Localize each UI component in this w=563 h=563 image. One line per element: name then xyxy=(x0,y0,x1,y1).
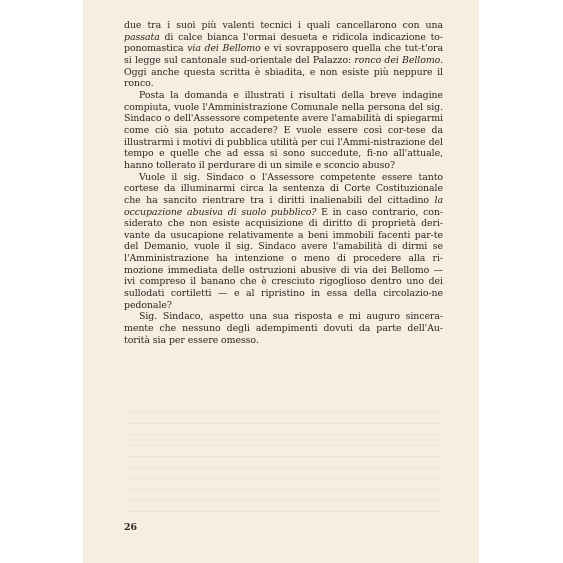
text-run: Posta la domanda e illustrati i risultati della breve indagine compiuta, vuole l'Amministrazione Comunale nella persona del sig. Sindaco o dell'Assessore competente avere l'amabilità di spiegarmi come ciò sia potuto accadere? E vuole essere così cor-tese da illustrarmi i motivi di pubblica utilità per cui l'Ammi-nistrazione del tempo e quelle che ad essa si sono succedute, fi-no all'attuale, hanno tollerato il perdurare di un simile e sconcio abuso? xyxy=(124,89,443,171)
paragraph xyxy=(124,172,443,312)
page-number: 26 xyxy=(124,522,138,533)
italic-text: la occupazione abusiva di suolo pubblico? xyxy=(124,194,443,218)
show-through-text xyxy=(124,412,443,512)
book-page xyxy=(83,0,479,563)
italic-text: passata xyxy=(124,31,160,43)
italic-text: ronco dei Bellomo. xyxy=(354,54,443,66)
paragraph xyxy=(124,20,443,90)
text-run: due tra i suoi più valenti tecnici i quali cancellarono con una xyxy=(124,20,443,31)
text-run: Vuole il sig. Sindaco o l'Assessore competente essere tanto cortese da illuminarmi circa la sentenza di Corte Costituzionale che ha sancito rientrare tra i diritti inalienabili del cittadino xyxy=(124,171,443,206)
text-run: Oggi anche questa scritta è sbiadita, e non esiste più neppure il ronco. xyxy=(124,66,443,90)
text-run: E in caso contrario, con-siderato che non esiste acquisizione di diritto di proprietà deri-vante da usucapione relativamente a beni immobili facenti par-te del Demanio, vuole il sig. Sindaco avere l'amabilità di dirmi se l'Amministrazione ha intenzione o meno di procedere alla ri-mozione immediata delle ostruzioni abusive di via dei Bellomo — ivi compreso il banano che è cresciuto rigoglioso dentro uno dei sullodati cortiletti — e al ripristino in essa della circolazio-ne pedonale? xyxy=(124,206,443,311)
text-run: e vi sovrapposero quella che tut-t'ora si legge sul cantonale sud-orientale del Palazzo: xyxy=(124,43,444,66)
paragraph xyxy=(124,90,443,172)
italic-text: via dei Bellomo xyxy=(187,43,261,55)
body-text xyxy=(124,20,443,346)
paragraph xyxy=(124,311,443,346)
text-run: Sig. Sindaco, aspetto una sua risposta e mi auguro sincera-mente che nessuno degli adempimenti dovuti da parte dell'Au-torità sia per essere omesso. xyxy=(124,311,443,346)
text-run: di calce bianca l'ormai desueta e ridicola indicazione to-ponomastica xyxy=(124,31,443,55)
